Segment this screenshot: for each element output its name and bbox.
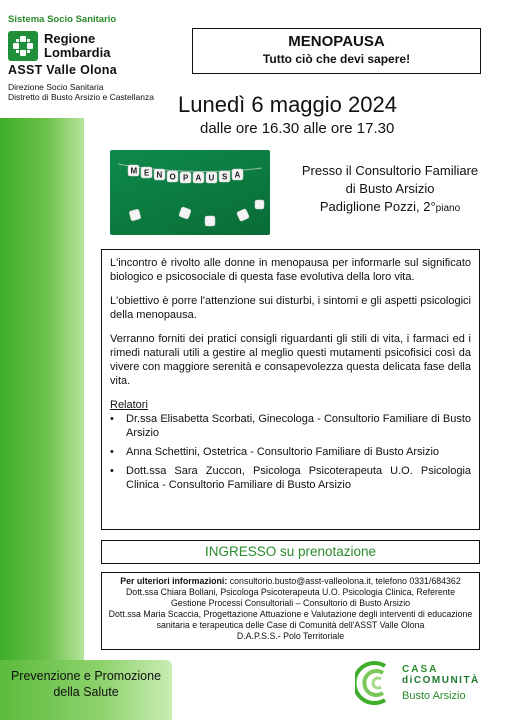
contacts-email-phone: consultorio.busto@asst-valleolona.it, telefono 0331/684362 xyxy=(227,576,461,586)
description-paragraph-3: Verranno forniti dei pratici consigli riguardanti gli stili di vita, i farmaci ed i rimedi naturali utili a gestire al meglio questi mutamenti psicofisici così da vivere con maggiore serenità e consapevolezza questa delicata fase della vita. xyxy=(110,333,471,387)
speaker-name: Dr.ssa Elisabetta Scorbati, xyxy=(126,413,256,425)
page-subtitle: Tutto ciò che devi sapere! xyxy=(262,52,411,66)
description-paragraph-2: L'obiettivo è porre l'attenzione sui disturbi, i sintomi e gli aspetti psicologici della menopausa. xyxy=(110,295,471,321)
registration-banner: INGRESSO su prenotazione xyxy=(101,540,480,564)
speaker-role: Ostetrica - Consultorio Familiare di Busto Arsizio xyxy=(200,446,440,458)
regione-lombardia-logo-icon xyxy=(8,31,38,61)
bead-letter: P xyxy=(183,173,189,183)
contact-department: D.A.P.S.S.- Polo Territoriale xyxy=(236,631,345,641)
prevenzione-label xyxy=(0,668,172,700)
casa-logo-icon xyxy=(355,658,399,708)
title-box xyxy=(192,28,481,74)
speakers-heading: Relatori xyxy=(110,399,148,411)
description-box xyxy=(101,249,480,530)
bead-letter: N xyxy=(156,170,163,180)
bullet-icon: • xyxy=(110,465,114,477)
bead-letter: A xyxy=(195,173,202,183)
asst-label: ASST Valle Olona xyxy=(8,63,117,77)
prevenzione-line-1: Prevenzione e Promozione xyxy=(10,669,162,683)
location-place: Consultorio Familiare xyxy=(355,163,479,178)
casa-line-2: diCOMUNITÀ xyxy=(402,675,480,686)
casa-di-comunita-logo xyxy=(355,658,495,714)
region-line-2: Lombardia xyxy=(44,45,111,60)
location-prefix: Presso il xyxy=(301,163,352,178)
speaker-item xyxy=(110,412,471,440)
casa-line-3: Busto Arsizio xyxy=(402,690,466,702)
system-label: Sistema Socio Sanitario xyxy=(8,14,117,25)
event-date: Lunedì 6 maggio 2024 xyxy=(178,92,397,117)
location-floor-number: 2° xyxy=(423,199,436,214)
direction-text xyxy=(8,82,154,102)
bead-letter: S xyxy=(222,172,228,182)
speaker-item xyxy=(110,464,471,492)
contacts-label: Per ulteriori informazioni: xyxy=(120,576,228,586)
menopausa-letter-beads-photo xyxy=(110,150,270,235)
contacts-box xyxy=(101,572,480,650)
green-side-bar xyxy=(0,118,84,663)
speaker-role: Psicologa Psicoterapeuta U.O. Psicologia Clinica - Consultorio Familiare di Busto Arsizio xyxy=(126,465,471,491)
region-line-1: Regione xyxy=(44,31,96,46)
speakers-list xyxy=(110,412,471,492)
casa-line-1: CASA xyxy=(402,664,439,675)
event-time: dalle ore 16.30 alle ore 17.30 xyxy=(200,120,395,137)
bead-letter: M xyxy=(130,166,138,176)
location-city: di Busto Arsizio xyxy=(345,181,435,196)
bullet-icon: • xyxy=(110,413,114,425)
location-block xyxy=(280,162,500,218)
speaker-name: Anna Schettini, xyxy=(126,446,200,458)
direction-line-1: Direzione Socio Sanitaria xyxy=(8,82,104,92)
contact-referent-2: Dott.ssa Maria Scaccia, Progettazione Attuazione e Valutazione degli interventi di educazione sanitaria e terapeutica delle Case di Comunità dell'ASST Valle Olona xyxy=(108,609,473,630)
speaker-item xyxy=(110,445,471,459)
bead-letter: O xyxy=(169,172,176,182)
contact-referent-1: Dott.ssa Chiara Bollani, Psicologa Psicoterapeuta U.O. Psicologia Clinica, Referente Gestione Processi Consultoriali – Consultorio di Busto Arsizio xyxy=(125,587,456,608)
prevenzione-line-2: della Salute xyxy=(53,685,119,699)
bead-letter: E xyxy=(144,168,150,178)
location-building: Padiglione Pozzi, xyxy=(319,199,420,214)
direction-line-2: Distretto di Busto Arsizio e Castellanza xyxy=(8,92,154,102)
description-paragraph-1: L'incontro è rivolto alle donne in menopausa per informarle sul significato biologico e psicosociale di questa fase evolutiva della loro vita. xyxy=(110,257,471,283)
bead-letter: A xyxy=(234,170,241,180)
speaker-name: Dott.ssa Sara Zuccon, xyxy=(126,465,245,477)
location-floor-word: piano xyxy=(435,203,461,214)
bead-letter: U xyxy=(208,173,215,183)
bullet-icon: • xyxy=(110,446,114,458)
page-title: MENOPAUSA xyxy=(288,33,385,50)
speaker-role: Ginecologa - Consultorio Familiare di Busto Arsizio xyxy=(126,413,471,439)
organization-header xyxy=(8,14,117,77)
